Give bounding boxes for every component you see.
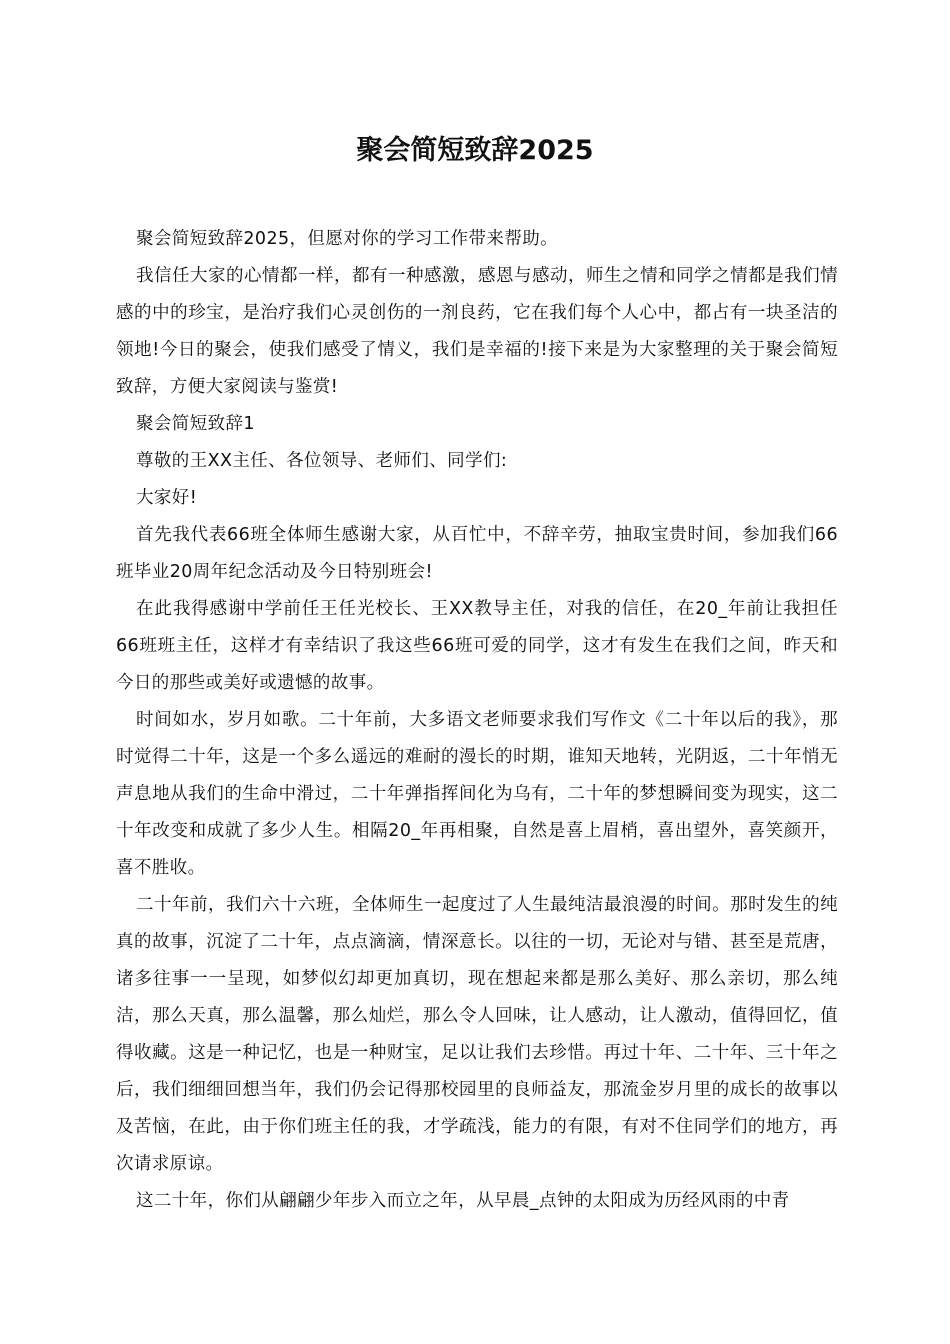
paragraph: 在此我得感谢中学前任王任光校长、王XX教导主任，对我的信任，在20_年前让我担任66班班主任，这样才有幸结识了我这些66班可爱的同学，这才有发生在我们之间，昨天和今日的那些或美好或遗憾的故事。 <box>116 599 838 693</box>
paragraph: 首先我代表66班全体师生感谢大家，从百忙中，不辞辛劳，抽取宝贵时间，参加我们66班毕业20周年纪念活动及今日特别班会! <box>116 525 838 582</box>
paragraph: 时间如水，岁月如歌。二十年前，大多语文老师要求我们写作文《二十年以后的我》，那时觉得二十年，这是一个多么遥远的难耐的漫长的时期，谁知天地转，光阴返，二十年悄无声息地从我们的生命中滑过，二十年弹指挥间化为乌有，二十年的梦想瞬间变为现实，这二十年改变和成就了多少人生。相隔20_年再相聚，自然是喜上眉梢，喜出望外，喜笑颜开，喜不胜收。 <box>116 710 838 878</box>
paragraph-intro: 聚会简短致辞2025，但愿对你的学习工作带来帮助。 <box>136 229 559 249</box>
paragraph-preface: 我信任大家的心情都一样，都有一种感激，感恩与感动，师生之情和同学之情都是我们情感的中的珍宝，是治疗我们心灵创伤的一剂良药，它在我们每个人心中，都占有一块圣洁的领地!今日的聚会，使我们感受了情义，我们是幸福的!接下来是为大家整理的关于聚会简短致辞，方便大家阅读与鉴赏! <box>116 266 838 397</box>
greeting: 大家好! <box>136 488 198 508</box>
document-title: 聚会简短致辞2025 <box>356 135 594 166</box>
document-body <box>116 221 838 1220</box>
section-heading: 聚会简短致辞1 <box>136 414 255 434</box>
paragraph: 二十年前，我们六十六班，全体师生一起度过了人生最纯洁最浪漫的时间。那时发生的纯真的故事，沉淀了二十年，点点滴滴，情深意长。以往的一切，无论对与错、甚至是荒唐，诸多往事一一呈现，如梦似幻却更加真切，现在想起来都是那么美好、那么亲切，那么纯洁，那么天真，那么温馨，那么灿烂，那么令人回味，让人感动，让人激动，值得回忆，值得收藏。这是一种记忆，也是一种财宝，足以让我们去珍惜。再过十年、二十年、三十年之后，我们细细回想当年，我们仍会记得那校园里的良师益友，那流金岁月里的成长的故事以及苦恼，在此，由于你们班主任的我，才学疏浅，能力的有限，有对不住同学们的地方，再次请求原谅。 <box>116 895 838 1174</box>
salutation: 尊敬的王XX主任、各位领导、老师们、同学们: <box>136 451 508 471</box>
paragraph: 这二十年，你们从翩翩少年步入而立之年，从早晨_点钟的太阳成为历经风雨的中青 <box>136 1191 790 1211</box>
